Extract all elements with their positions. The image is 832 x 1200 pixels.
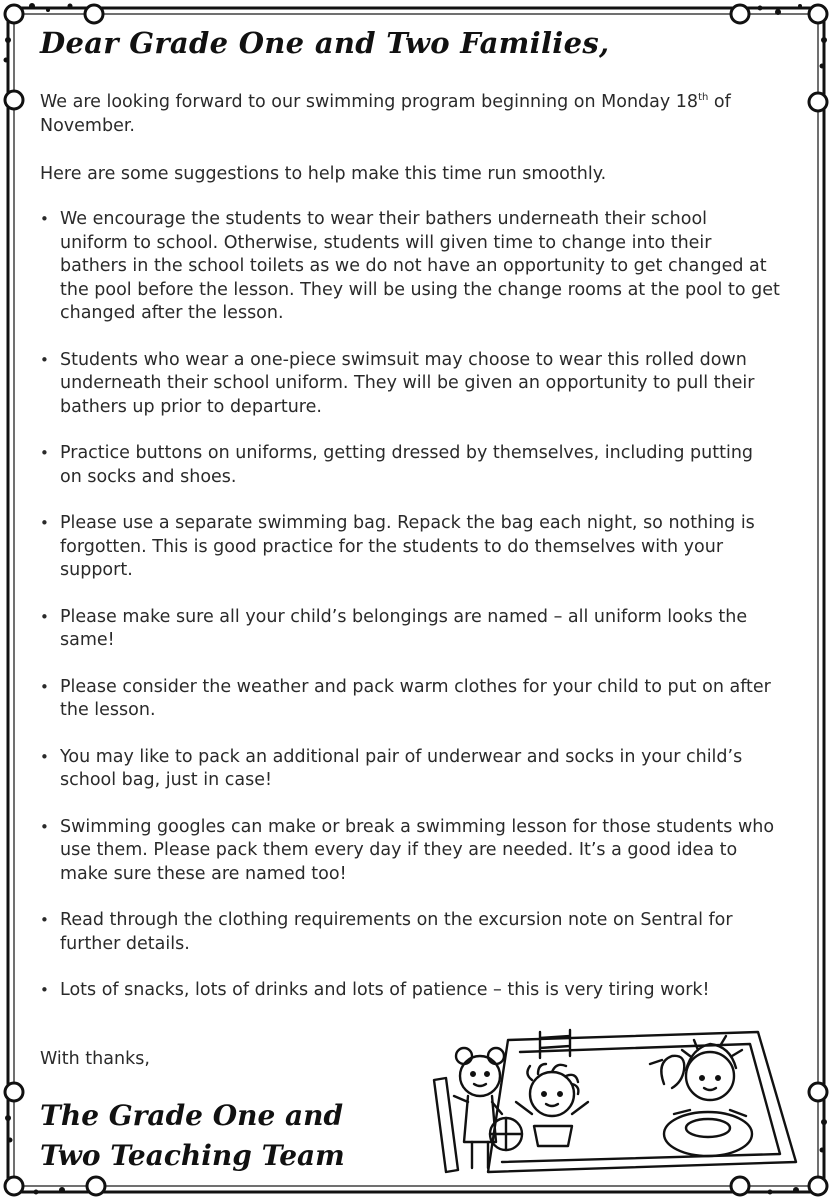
suggestion-item: • We encourage the students to wear their bathers underneath their school uniform to school. Otherwise, students will given time to change into their bathers in the school toilets as we do not have an opportunity to get changed at the pool before the lesson. They will be using the change rooms at the pool to get changed after the lesson. xyxy=(40,208,780,326)
lead-sentence: Here are some suggestions to help make this time run smoothly. xyxy=(40,164,607,184)
intro-paragraph xyxy=(40,90,790,138)
letter-greeting: Dear Grade One and Two Families, xyxy=(40,26,610,60)
suggestion-item: • Please make sure all your child’s belongings are named – all uniform looks the same! xyxy=(40,606,780,653)
suggestion-item: • Practice buttons on uniforms, getting dressed by themselves, including putting on socks and shoes. xyxy=(40,442,780,489)
suggestion-item: • Read through the clothing requirements on the excursion note on Sentral for further details. xyxy=(40,909,780,956)
signature: The Grade One and Two Teaching Team xyxy=(40,1099,345,1172)
signoff: With thanks, xyxy=(40,1049,150,1069)
suggestion-item: • Lots of snacks, lots of drinks and lots of patience – this is very tiring work! xyxy=(40,979,780,1003)
swimming-pool-illustration xyxy=(428,1022,808,1182)
intro-ordinal-suffix: th xyxy=(698,92,709,104)
suggestion-item: • Swimming googles can make or break a swimming lesson for those students who use them. Please pack them every day if they are needed. It’s a good idea to make sure these are named too! xyxy=(40,816,780,887)
suggestion-item: • Please use a separate swimming bag. Repack the bag each night, so nothing is forgotten. This is good practice for the students to do themselves with your support. xyxy=(40,512,780,583)
suggestion-item: • Students who wear a one-piece swimsuit may choose to wear this rolled down underneath their school uniform. They will be given an opportunity to pull their bathers up prior to departure. xyxy=(40,349,780,420)
suggestion-item: • Please consider the weather and pack warm clothes for your child to put on after the lesson. xyxy=(40,676,780,723)
suggestions-list xyxy=(40,208,780,1026)
intro-text-end: of November. xyxy=(40,92,731,136)
suggestion-item: • You may like to pack an additional pair of underwear and socks in your child’s school bag, just in case! xyxy=(40,746,780,793)
intro-text-start: We are looking forward to our swimming program beginning on Monday 18 xyxy=(40,92,699,112)
